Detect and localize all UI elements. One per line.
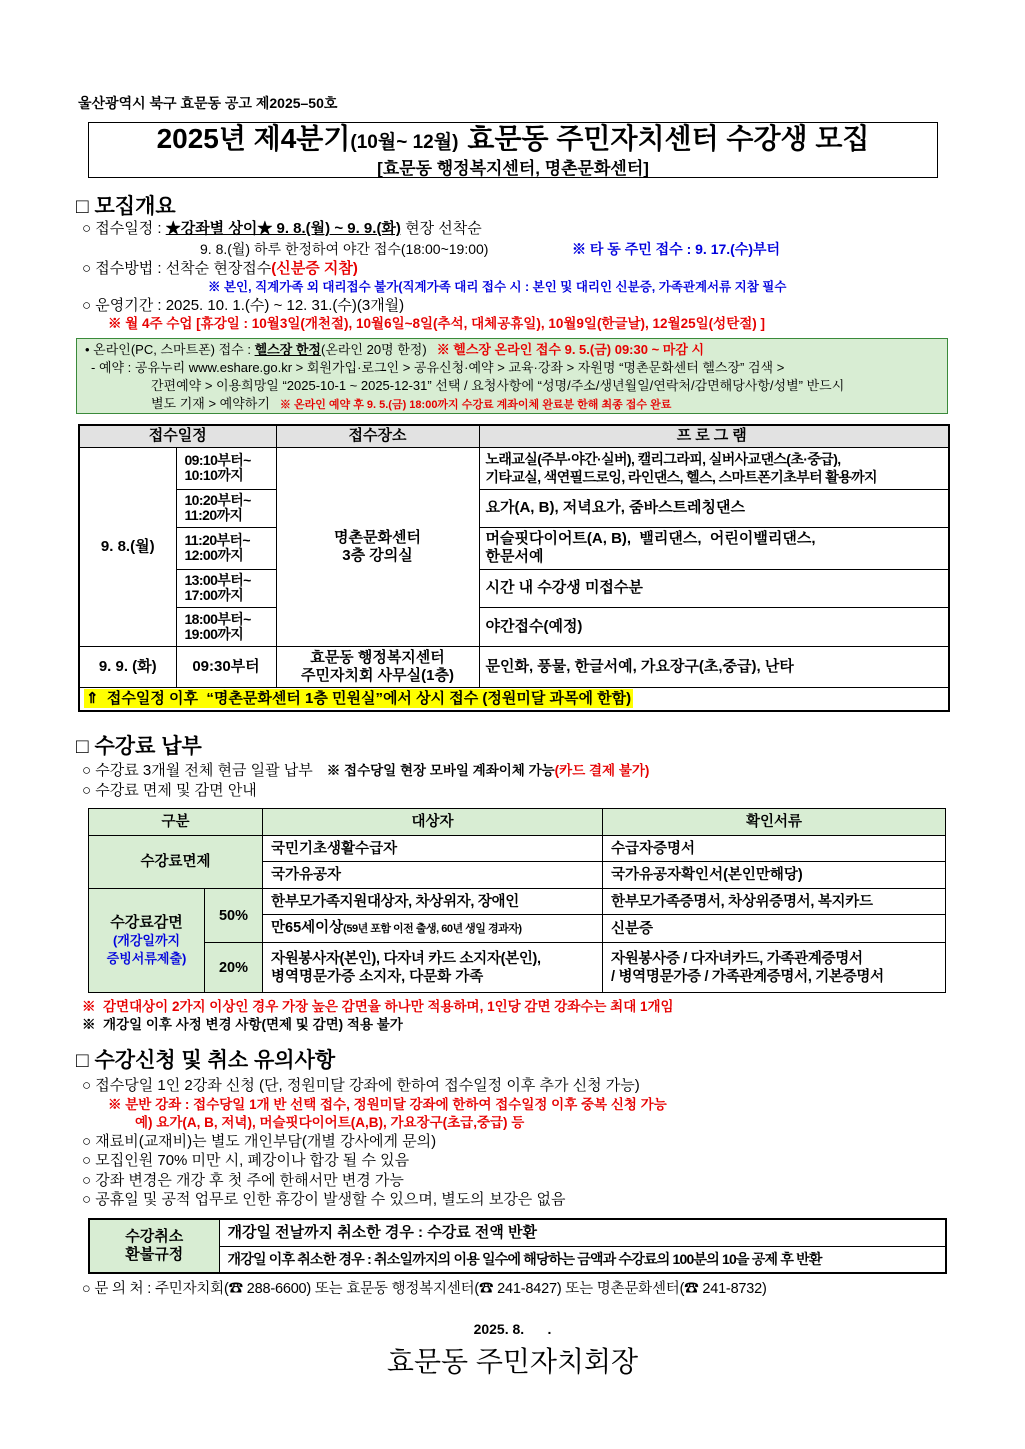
exemption-line: ○ 수강료 면제 및 감면 안내: [82, 782, 257, 799]
holiday-note: ※ 월 4주 수업 [휴강일 : 10월3일(개천절), 10월6일~8일(추석, 대체공휴일), 10월9일(한글날), 12월25일(성탄절) ]: [108, 316, 766, 331]
target-cell: 국가유공자: [263, 862, 603, 889]
place-name: 효문동 행정복지센터: [310, 648, 445, 666]
refund-label: 환불규정: [125, 1246, 184, 1263]
time-end: 17:00까지: [184, 587, 244, 603]
senior-target: 만65세이상: [271, 920, 344, 936]
docs-cell: 신분증: [603, 915, 946, 943]
docs-line: / 병역명문가증 / 가족관계증명서, 기본증명서: [611, 968, 884, 985]
gym-only: 헬스장 한정: [254, 342, 321, 357]
table-row: [79, 607, 949, 646]
caution-item: ○ 강좌 변경은 개강 후 첫 주에 한해서만 변경 가능: [82, 1172, 404, 1189]
time-cell: [176, 569, 276, 607]
time-start: 09:10부터~: [184, 452, 251, 468]
rate-20: 20%: [205, 943, 263, 993]
time-start: 18:00부터~: [184, 610, 251, 627]
online-steps-1: - 예약 : 공유누리 www.eshare.go.kr > 회원가입·로그인 > 공유신청·예약 > 교육·강좌 > 자원명 “명촌문화센터 헬스장” 검색 >: [91, 360, 785, 375]
schedule-dates: ★강좌별 상이★ 9. 8.(월) ~ 9. 9.(화): [165, 220, 401, 237]
table-header-row: [79, 425, 949, 447]
refund-label: 수강취소: [125, 1228, 184, 1245]
table-header-row: [89, 809, 946, 836]
online-steps-2: 간편예약 > 이용희망일 “2025-10-1 ~ 2025-12-31” 선택 / 요청사항에 “성명/주소/생년월일/연락처/감면해당사항/성별” 반드시: [151, 378, 845, 393]
discount-sublabel: (개강일까지: [112, 932, 181, 948]
schedule-label: ○ 접수일정 :: [82, 220, 166, 237]
program-line: 머슬핏다이어트(A, B), 밸리댄스, 어린이밸리댄스,: [485, 530, 816, 547]
discount-sublabel: 증빙서류제출): [106, 950, 187, 966]
time-end: 10:10까지: [184, 467, 244, 483]
time-cell: [176, 607, 276, 646]
method-line: [82, 260, 358, 278]
schedule-line: [82, 220, 482, 238]
program-line: 야간접수(예정): [485, 617, 583, 635]
caution-item: ○ 모집인원 70% 미만 시, 폐강이나 합강 될 수 있음: [82, 1152, 410, 1169]
time-start: 10:20부터~: [184, 492, 251, 508]
issue-date: 2025. 8. .: [473, 1321, 552, 1337]
table-row: [89, 1219, 946, 1246]
program-cell: [479, 646, 949, 687]
fee-exemption-table: [88, 808, 946, 993]
section-heading-fees: □ 수강료 납부: [76, 735, 202, 758]
payment-note: ※ 접수당일 현장 모바일 계좌이체 가능: [326, 763, 555, 778]
program-line: 문인화, 풍물, 한글서예, 가요장구(초,중급), 난타: [485, 657, 794, 675]
place-cell-day1: [276, 447, 479, 646]
docs-cell: 한부모가족증명서, 차상위증명서, 복지카드: [603, 889, 946, 915]
time-end: 12:00까지: [184, 547, 244, 563]
program-line: 요가(A, B), 저녁요가, 줌바스트레칭댄스: [485, 499, 746, 516]
docs-cell: [603, 943, 946, 993]
refund-policy-table: [88, 1218, 947, 1274]
program-cell: [479, 447, 949, 489]
signatory: 효문동 주민자치회장: [386, 1346, 639, 1377]
online-prefix: • 온라인(PC, 스마트폰) 접수 :: [85, 342, 255, 357]
online-signup-box: [76, 338, 948, 414]
refund-rule: 개강일 전날까지 취소한 경우 : 수강료 전액 반환: [219, 1219, 946, 1246]
table-row: [79, 527, 949, 569]
caution-item: ○ 재료비(교재비)는 별도 개인부담(개별 강사에게 문의): [82, 1133, 437, 1150]
target-line: 병역명문가증 소지자, 다문화 가족: [271, 968, 484, 985]
up-arrow-icon: ⇑: [86, 689, 99, 707]
refund-rule: 개강일 이후 취소한 경우 : 취소일까지의 이용 일수에 해당하는 금액과 수강료의 100분의 10을 공제 후 반환: [219, 1246, 946, 1273]
program-cell: [479, 569, 949, 607]
split-class-example: 예) 요가(A, B, 저녁), 머슬핏다이어트(A,B), 가요장구(초급,중급) 등: [135, 1115, 525, 1130]
header-documents: 확인서류: [603, 809, 946, 836]
exempt-label: 수강료면제: [89, 836, 263, 889]
contact-line: ○ 문 의 처 : 주민자치회(☎ 288-6600) 또는 효문동 행정복지센터(☎ 241-8427) 또는 명촌문화센터(☎ 241-8732): [82, 1281, 767, 1297]
title-period: (10월~ 12월): [350, 132, 459, 153]
night-signup-note: 9. 8.(월) 하루 한정하여 야간 접수(18:00~19:00): [200, 241, 489, 257]
title-main: 2025년 제4분기: [156, 123, 351, 154]
no-card-note: (카드 결제 불가): [554, 763, 650, 778]
time-end: 19:00까지: [184, 625, 244, 642]
docs-line: 자원봉사증 / 다자녀카드, 가족관계증명서: [611, 950, 863, 967]
table-row: [89, 943, 946, 993]
online-steps-3: 별도 기재 > 예약하기: [151, 396, 270, 411]
table-row: [89, 889, 946, 915]
program-line: 노래교실(주부·야간·실버), 캘리그라피, 실버사교댄스(초·중급),: [485, 451, 841, 467]
period-line: ○ 운영기간 : 2025. 10. 1.(수) ~ 12. 31.(수)(3개월): [82, 297, 405, 314]
footer-highlight: [84, 689, 633, 708]
caution-item: ○ 공휴일 및 공적 업무로 인한 휴강이 발생할 수 있으며, 별도의 보강은 없음: [82, 1191, 566, 1208]
proxy-signup-note: ※ 본인, 직계가족 외 대리접수 불가(직계가족 대리 접수 시 : 본인 및 대리인 신분증, 가족관계서류 지참 필수: [208, 280, 787, 294]
online-steps-3-line: [151, 396, 671, 413]
method-label: ○ 접수방법 : 선착순 현장접수: [82, 260, 272, 277]
header-signup-date: 접수일정: [79, 425, 276, 447]
header-signup-place: 접수장소: [276, 425, 479, 447]
footer-text: 접수일정 이후 “명촌문화센터 1층 민원실”에서 상시 접수 (정원미달 과목에 한함): [106, 689, 632, 707]
other-dong-note: ※ 타 동 주민 접수 : 9. 17.(수)부터: [572, 241, 781, 257]
rate-50: 50%: [205, 889, 263, 943]
payment-line: [82, 762, 649, 780]
id-required-note: (신분증 지참): [271, 260, 358, 277]
place-cell-day2: [276, 646, 479, 687]
program-line: 시간 내 수강생 미접수분: [485, 579, 643, 596]
title-rest: 효문동 주민자치센터 수강생 모집: [467, 123, 870, 154]
program-cell: [479, 527, 949, 569]
place-room: 3층 강의실: [342, 546, 413, 564]
discount-label: 수강료감면: [110, 913, 183, 931]
table-row: [79, 569, 949, 607]
schedule-rest: 현장 선착순: [400, 220, 482, 237]
section-heading-overview: □ 모집개요: [76, 195, 176, 218]
date-cell-day1: 9. 8.(월): [79, 447, 176, 646]
discount-limit-note: ※ 감면대상이 2가지 이상인 경우 가장 높은 감면율 하나만 적용하며, 1인당 감면 강좌수는 최대 1개임: [82, 999, 674, 1014]
time-start: 13:00부터~: [184, 572, 251, 588]
table-row: [89, 836, 946, 862]
target-cell: 국민기초생활수급자: [263, 836, 603, 862]
title-box: [88, 122, 938, 178]
split-class-note: ※ 분반 강좌 : 접수당일 1개 반 선택 접수, 정원미달 강좌에 한하여 접수일정 이후 중복 신청 가능: [108, 1097, 667, 1112]
date-cell-day2: 9. 9. (화): [79, 646, 176, 687]
program-cell: [479, 607, 949, 646]
target-line: 자원봉사자(본인), 다자녀 카드 소지자(본인),: [271, 950, 541, 967]
time-end: 11:20까지: [184, 507, 243, 523]
payment-deadline-note: ※ 온라인 예약 후 9. 5.(금) 18:00까지 수강료 계좌이체 완료분 한해 최종 접수 완료: [279, 399, 672, 411]
refund-label-cell: [89, 1219, 219, 1273]
time-cell: [176, 489, 276, 527]
time-cell: [176, 527, 276, 569]
no-change-note: ※ 개강일 이후 사정 변경 사항(면제 및 감면) 적용 불가: [82, 1017, 403, 1032]
target-cell: [263, 943, 603, 993]
docs-cell: 수급자증명서: [603, 836, 946, 862]
place-room: 주민자치회 사무실(1층): [301, 666, 454, 684]
docs-cell: 국가유공자확인서(본인만해당): [603, 862, 946, 889]
table-row: [79, 447, 949, 489]
time-start: 11:20부터~: [184, 532, 250, 548]
online-limit: (온라인 20명 한정): [320, 342, 427, 357]
gym-online-note: ※ 헬스장 온라인 접수 9. 5.(금) 09:30 ~ 마감 시: [436, 342, 705, 357]
page-subtitle: [효문동 행정복지센터, 명촌문화센터]: [377, 159, 649, 178]
discount-label-cell: [89, 889, 205, 993]
place-name: 명촌문화센터: [334, 528, 421, 546]
program-cell: [479, 489, 949, 527]
header-category: 구분: [89, 809, 263, 836]
section-heading-cautions: □ 수강신청 및 취소 유의사항: [76, 1049, 336, 1072]
senior-target-detail: (59년 포함 이전 출생, 60년 생일 경과자): [343, 923, 522, 935]
footer-cell: [79, 687, 949, 711]
time-cell: 09:30부터: [176, 646, 276, 687]
program-line: 한문서예: [485, 548, 544, 565]
notice-number: 울산광역시 북구 효문동 공고 제2025–50호: [78, 95, 338, 111]
payment-text: ○ 수강료 3개월 전체 현금 일괄 납부: [82, 762, 313, 779]
table-row: [79, 646, 949, 687]
signup-schedule-table: [78, 424, 950, 712]
target-cell: [263, 915, 603, 943]
program-line: 기타교실, 색연필드로잉, 라인댄스, 헬스, 스마트폰기초부터 활용까지: [485, 469, 877, 485]
time-cell: [176, 447, 276, 489]
online-signup-line: [85, 342, 704, 358]
header-target: 대상자: [263, 809, 603, 836]
table-footer-row: [79, 687, 949, 711]
header-program: 프로그램: [479, 425, 949, 447]
page-title: [89, 123, 937, 159]
caution-item: ○ 접수당일 1인 2강좌 신청 (단, 정원미달 강좌에 한하여 접수일정 이후 추가 신청 가능): [82, 1077, 640, 1094]
table-row: [79, 489, 949, 527]
target-cell: 한부모가족지원대상자, 차상위자, 장애인: [263, 889, 603, 915]
